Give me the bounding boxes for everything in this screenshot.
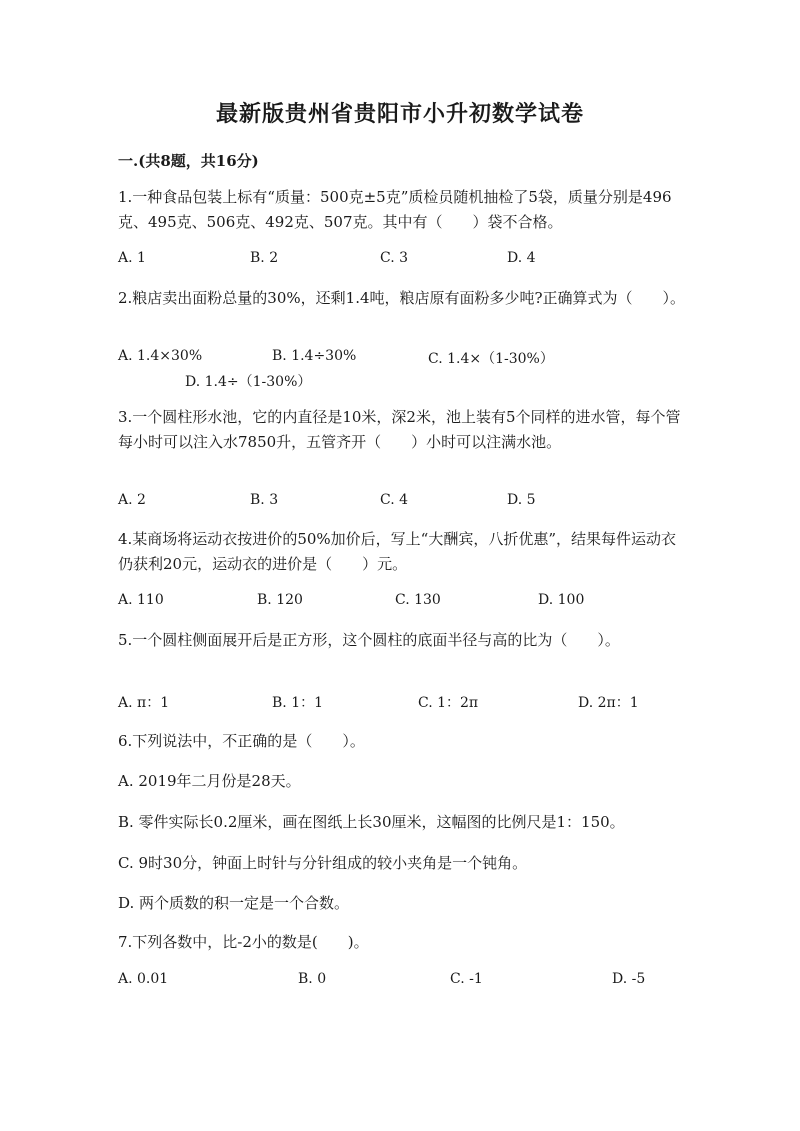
q2-option-b: B. 1.4÷30% xyxy=(272,348,357,364)
question-7-text: 7.下列各数中，比-2小的数是( )。 xyxy=(118,933,369,951)
q3-option-a: A. 2 xyxy=(118,492,146,508)
q5-option-a: A. π：1 xyxy=(118,695,170,711)
q6-statement-a: A. 2019年二月份是28天。 xyxy=(118,772,301,790)
question-6-text: 6.下列说法中，不正确的是（ ）。 xyxy=(118,732,365,750)
q5-option-b: B. 1：1 xyxy=(272,695,324,711)
q6-statement-c: C. 9时30分，钟面上时针与分针组成的较小夹角是一个钝角。 xyxy=(118,854,528,872)
q6-statement-d: D. 两个质数的积一定是一个合数。 xyxy=(118,894,350,912)
q1-option-a: A. 1 xyxy=(118,250,146,266)
q1-option-b: B. 2 xyxy=(250,250,279,266)
page-title: 最新版贵州省贵阳市小升初数学试卷 xyxy=(215,101,584,127)
q5-option-d: D. 2π：1 xyxy=(578,695,639,711)
q1-option-c: C. 3 xyxy=(380,250,409,266)
q4-option-d: D. 100 xyxy=(538,592,585,608)
section-heading: 一.(共8题，共16分) xyxy=(118,152,259,170)
q7-option-d: D. -5 xyxy=(612,971,646,987)
q6-statement-b: B. 零件实际长0.2厘米，画在图纸上长30厘米，这幅图的比例尺是1：150。 xyxy=(118,813,625,831)
question-2-text: 2.粮店卖出面粉总量的30%，还剩1.4吨，粮店原有面粉多少吨?正确算式为（ ）。 xyxy=(118,289,686,307)
question-1-text: 1.一种食品包装上标有“质量：500克±5克”质检员随机抽检了5袋，质量分别是496克、495克、506克、492克、507克。其中有（ ）袋不合格。 xyxy=(118,188,672,231)
q4-option-a: A. 110 xyxy=(118,592,164,608)
q7-option-b: B. 0 xyxy=(298,971,327,987)
q5-option-c: C. 1：2π xyxy=(418,695,479,711)
q1-option-d: D. 4 xyxy=(507,250,536,266)
question-5-text: 5.一个圆柱侧面展开后是正方形，这个圆柱的底面半径与高的比为（ ）。 xyxy=(118,631,620,649)
q4-option-b: B. 120 xyxy=(257,592,303,608)
q3-option-c: C. 4 xyxy=(380,492,409,508)
q3-option-b: B. 3 xyxy=(250,492,279,508)
question-4-text: 4.某商场将运动衣按进价的50%加价后，写上“大酬宾，八折优惠”，结果每件运动衣仍获利20元，运动衣的进价是（ ）元。 xyxy=(118,530,676,573)
q4-option-c: C. 130 xyxy=(395,592,441,608)
q2-option-d: D. 1.4÷（1-30%） xyxy=(185,374,312,390)
q7-option-c: C. -1 xyxy=(450,971,483,987)
q2-option-c: C. 1.4×（1-30%） xyxy=(428,351,554,367)
q7-option-a: A. 0.01 xyxy=(118,971,169,987)
question-3-text: 3.一个圆柱形水池，它的内直径是10米，深2米，池上装有5个同样的进水管，每个管每小时可以注入水7850升，五管齐开（ ）小时可以注满水池。 xyxy=(118,408,681,451)
q3-option-d: D. 5 xyxy=(507,492,536,508)
q2-option-a: A. 1.4×30% xyxy=(118,348,203,364)
